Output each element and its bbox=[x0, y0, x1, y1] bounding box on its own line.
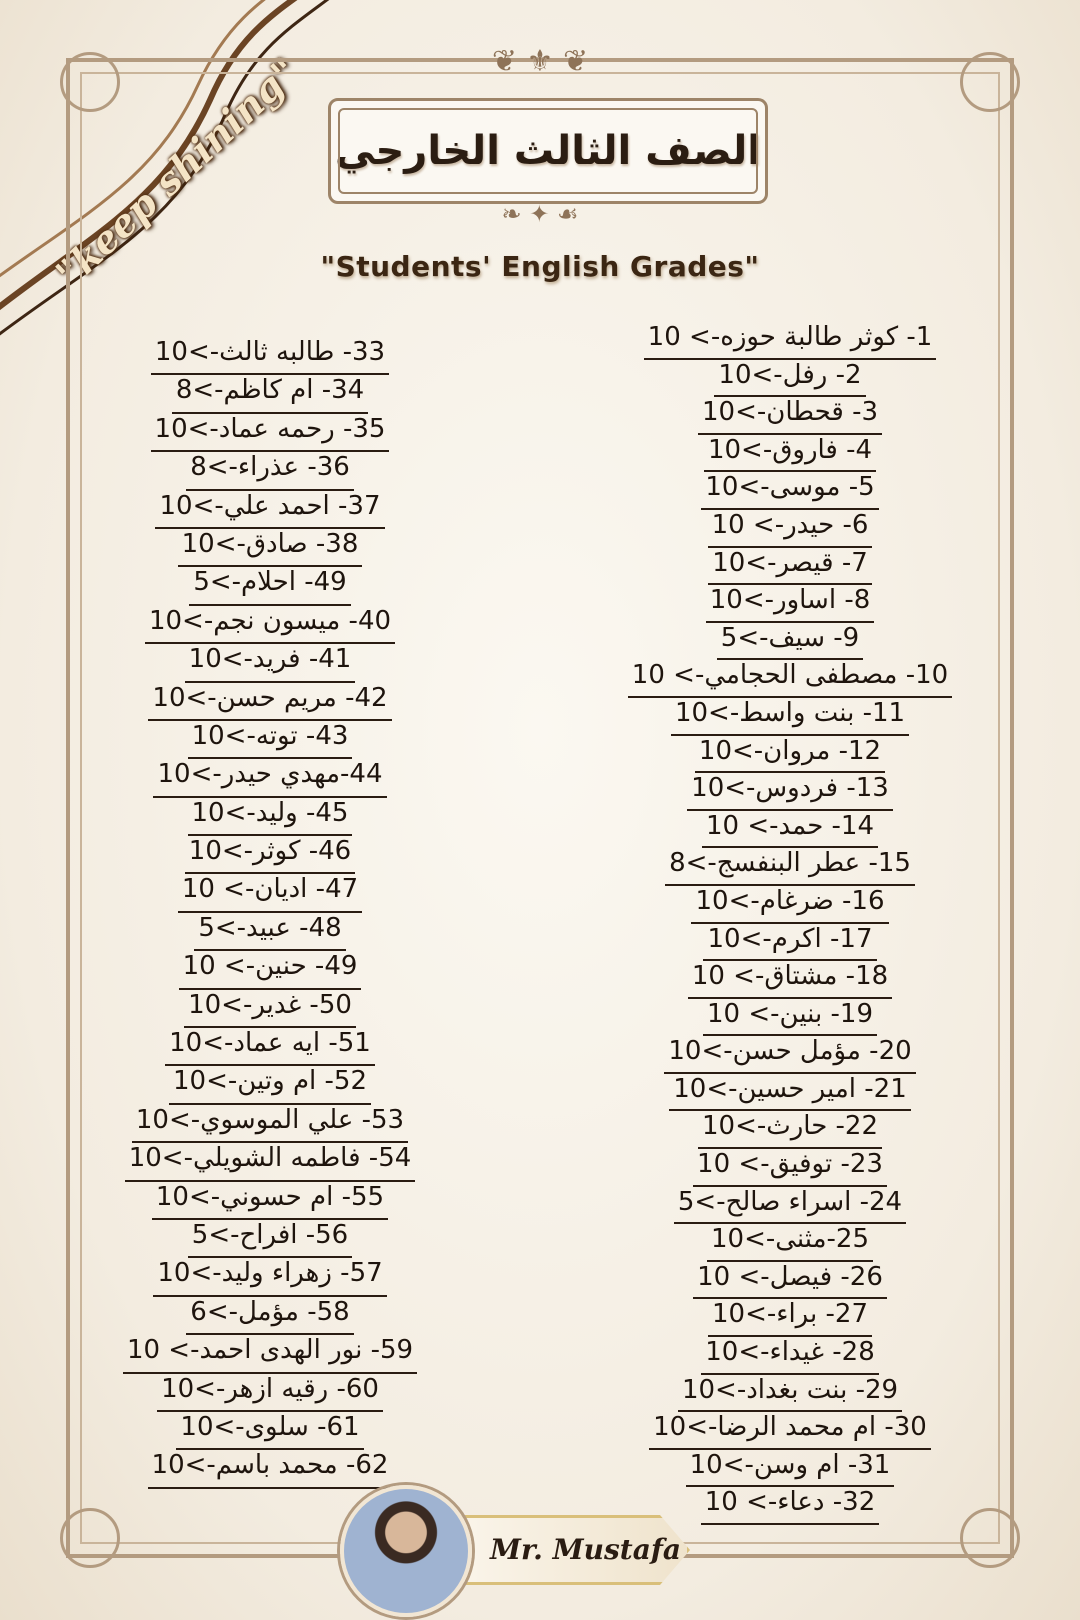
keep-shining-banner: "keep shining" bbox=[46, 49, 307, 296]
grade-entry: 33- طالبه ثالث->10 bbox=[151, 337, 389, 375]
grade-entry: 45- وليد->10 bbox=[188, 798, 353, 836]
teacher-name: Mr. Mustafa bbox=[490, 1533, 682, 1566]
grade-entry: 10- مصطفى الحجامي-> 10 bbox=[628, 660, 952, 698]
grade-entry: 28- غيداء->10 bbox=[701, 1337, 879, 1375]
grade-entry: 59- نور الهدى احمد-> 10 bbox=[123, 1335, 417, 1373]
corner-ornament-top-right bbox=[960, 52, 1020, 112]
grade-entry: 40- ميسون نجم->10 bbox=[145, 606, 395, 644]
grade-entry: 4- فاروق->10 bbox=[704, 435, 876, 473]
grade-entry: 9- سيف->5 bbox=[717, 623, 863, 661]
grade-entry: 31- ام وسن->10 bbox=[686, 1450, 895, 1488]
grade-entry: 34- ام كاظم->8 bbox=[172, 375, 368, 413]
grade-entry: 15- عطر البنفسج->8 bbox=[665, 848, 915, 886]
grade-entry: 46- كوثر->10 bbox=[185, 836, 355, 874]
grade-entry: 37- احمد علي->10 bbox=[155, 491, 384, 529]
grade-entry: 54- فاطمه الشويلي->10 bbox=[125, 1143, 416, 1181]
grade-entry: 11- بنت واسط->10 bbox=[671, 698, 909, 736]
grade-entry: 49- احلام->5 bbox=[189, 567, 350, 605]
grades-column-right bbox=[620, 322, 960, 1525]
corner-ornament-bottom-right bbox=[960, 1508, 1020, 1568]
grade-entry: 25-مثنى->10 bbox=[707, 1224, 873, 1262]
grade-entry: 49- حنين-> 10 bbox=[179, 951, 362, 989]
grade-entry: 60- رقيه ازهر->10 bbox=[157, 1374, 383, 1412]
grade-entry: 24- اسراء صالح->5 bbox=[674, 1187, 906, 1225]
grade-entry: 18- مشتاق-> 10 bbox=[688, 961, 892, 999]
grade-entry: 3- قحطان->10 bbox=[698, 397, 882, 435]
grade-entry: 2- رفل->10 bbox=[714, 360, 865, 398]
grade-entry: 35- رحمه عماد->10 bbox=[151, 414, 390, 452]
grade-entry: 55- ام حسوني->10 bbox=[152, 1182, 388, 1220]
grade-entry: 51- ايه عماد->10 bbox=[165, 1028, 375, 1066]
teacher-avatar bbox=[340, 1485, 472, 1617]
grade-entry: 30- ام محمد الرضا->10 bbox=[649, 1412, 931, 1450]
grade-entry: 62- محمد باسم->10 bbox=[148, 1450, 393, 1488]
grade-entry: 26- فيصل-> 10 bbox=[693, 1262, 887, 1300]
grade-entry: 20- مؤمل حسن->10 bbox=[664, 1036, 915, 1074]
fleur-ornament-top: ❦ ⚜ ❦ bbox=[491, 44, 589, 79]
page-title: الصف الثالث الخارجي bbox=[335, 128, 761, 174]
grades-column-left bbox=[100, 337, 440, 1489]
grade-entry: 13- فردوس->10 bbox=[687, 773, 893, 811]
subtitle: "Students' English Grades" bbox=[320, 250, 760, 283]
grade-entry: 27- براء->10 bbox=[708, 1299, 872, 1337]
grade-entry: 36- عذراء->8 bbox=[186, 452, 354, 490]
title-plate bbox=[328, 98, 768, 204]
grade-entry: 23- توفيق-> 10 bbox=[693, 1149, 887, 1187]
grade-entry: 29- بنت بغداد->10 bbox=[678, 1375, 902, 1413]
grade-entry: 7- قيصر->10 bbox=[708, 548, 872, 586]
grade-entry: 21- امير حسين->10 bbox=[669, 1074, 911, 1112]
grade-entry: 41- فريد->10 bbox=[185, 644, 356, 682]
grade-entry: 47- اديان-> 10 bbox=[178, 874, 362, 912]
grade-entry: 12- مروان->10 bbox=[695, 736, 885, 774]
grade-entry: 61- سلوى->10 bbox=[176, 1412, 363, 1450]
grade-entry: 19- بنين-> 10 bbox=[703, 999, 877, 1037]
grade-entry: 17- اكرم->10 bbox=[703, 924, 876, 962]
grade-entry: 53- علي الموسوي->10 bbox=[132, 1105, 408, 1143]
grade-entry: 50- غدير->10 bbox=[184, 990, 356, 1028]
grade-entry: 32- دعاء-> 10 bbox=[701, 1487, 880, 1525]
grade-entry: 8- اساور->10 bbox=[706, 585, 875, 623]
grade-entry: 58- مؤمل->6 bbox=[186, 1297, 353, 1335]
corner-ornament-top-left bbox=[60, 52, 120, 112]
grade-entry: 56- افراح->5 bbox=[188, 1220, 352, 1258]
grade-entry: 38- صادق->10 bbox=[178, 529, 363, 567]
teacher-badge bbox=[340, 1485, 720, 1613]
scroll-ornament-bottom: ❧ ✦ ☙ bbox=[501, 200, 579, 228]
grade-entry: 52- ام وتين->10 bbox=[169, 1066, 371, 1104]
grade-entry: 22- حارث->10 bbox=[698, 1111, 882, 1149]
grade-entry: 57- زهراء وليد->10 bbox=[153, 1258, 386, 1296]
corner-ornament-bottom-left bbox=[60, 1508, 120, 1568]
grade-entry: 1- كوثر طالبة حوزه-> 10 bbox=[644, 322, 937, 360]
grade-entry: 6- حيدر-> 10 bbox=[708, 510, 873, 548]
grade-entry: 43- توته->10 bbox=[188, 721, 353, 759]
grade-entry: 14- حمد-> 10 bbox=[702, 811, 878, 849]
grade-entry: 48- عبيد->5 bbox=[194, 913, 345, 951]
grade-entry: 5- موسى->10 bbox=[701, 472, 878, 510]
grade-entry: 42- مريم حسن->10 bbox=[148, 683, 391, 721]
grade-entry: 44-مهدي حيدر->10 bbox=[153, 759, 386, 797]
grade-entry: 16- ضرغام->10 bbox=[691, 886, 888, 924]
